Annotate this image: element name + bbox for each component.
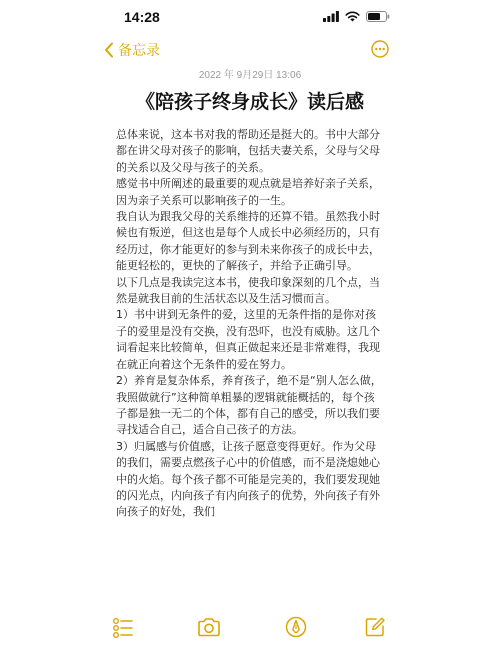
signal-icon — [323, 11, 339, 22]
wifi-icon — [345, 11, 360, 22]
back-label: 备忘录 — [118, 43, 160, 59]
status-time: 14:28 — [124, 9, 160, 25]
chevron-left-icon — [104, 42, 114, 58]
note-paragraph: 总体来说，这本书对我的帮助还是挺大的。书中大部分都在讲父母对孩子的影响，包括夫妻关系，父母与父母的关系以及父母与孩子的关系。 — [116, 128, 380, 174]
note-paragraph: 我自认为跟我父母的关系维持的还算不错。虽然我小时候也有叛逆，但这也是每个人成长中必须经历的，只有经历过，你才能更好的参与到未来你孩子的成长中去，能更轻松的，更快的了解孩子，并给予正确引导。 — [116, 210, 380, 273]
note-paragraph: 1）书中讲到无条件的爱，这里的无条件指的是你对孩子的爱里是没有交换，没有恐吓，也没有威胁。这几个词看起来比较简单，但真正做起来还是非常难得，我现在就正向着这个无条件的爱在努力。 — [116, 308, 380, 371]
compose-icon[interactable] — [364, 616, 386, 638]
markup-pen-icon[interactable] — [285, 616, 307, 638]
note-date: 2022 年 9月29日 13:06 — [198, 70, 302, 81]
camera-icon[interactable] — [197, 616, 221, 638]
note-paragraph: 3）归属感与价值感，让孩子愿意变得更好。作为父母的我们，需要点燃孩子心中的价值感，而不是浇熄她心中的火焰。每个孩子都不可能是完美的，我们要发现她的闪光点，内向孩子有内向孩子的优势，外向孩子有外向孩子的好处，我们 — [116, 439, 380, 519]
note-paragraph: 以下几点是我读完这本书，使我印象深刻的几个点，当然是就我目前的生活状态以及生活习惯而言。 — [116, 275, 380, 306]
status-icons — [323, 11, 390, 22]
nav-bar — [0, 38, 500, 66]
back-button[interactable] — [104, 40, 160, 60]
note-body[interactable] — [116, 127, 384, 610]
note-paragraph: 2）养育是复杂体系，养育孩子，绝不是“别人怎么做，我照做就行”这种简单粗暴的逻辑就能概括的，每个孩子都是独一无二的个体，都有自己的感受，所以我们要寻找适合自己，适合自己孩子的方法。 — [116, 374, 382, 437]
checklist-icon[interactable] — [112, 616, 134, 638]
battery-icon — [366, 11, 390, 22]
bottom-toolbar — [0, 610, 500, 667]
more-options-button[interactable] — [371, 40, 389, 58]
note-paragraph: 感觉书中所阐述的最重要的观点就是培养好亲子关系，因为亲子关系可以影响孩子的一生。 — [116, 177, 380, 207]
note-title[interactable]: 《陪孩子终身成长》读后感 — [135, 91, 364, 113]
status-bar — [0, 0, 500, 38]
